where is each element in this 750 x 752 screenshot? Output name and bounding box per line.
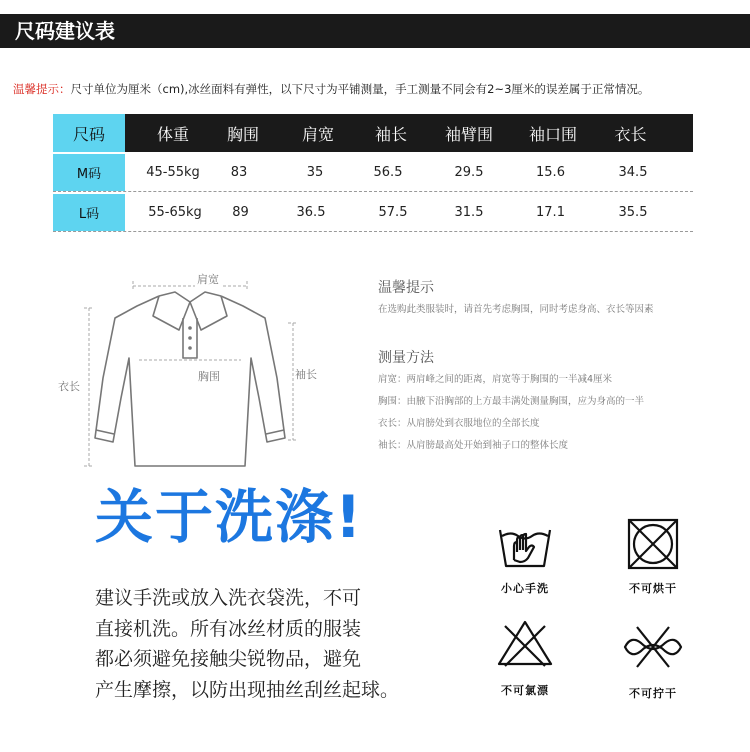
no-wring-icon [621, 623, 685, 671]
table-cell: 56.5 [373, 165, 403, 180]
table-cell: 45-55kg [146, 165, 200, 180]
header-cell: 体重 [156, 124, 189, 144]
sleeve-label: 袖长 [295, 368, 317, 381]
method-item: 胸围：由腋下沿胸部的上方最丰满处测量胸围，应为身高的一半 [378, 396, 645, 407]
table-cell: 31.5 [454, 205, 484, 220]
header-cell: 袖臂围 [444, 124, 493, 144]
no-bleach-icon [495, 618, 555, 668]
method-heading: 测量方法 [378, 350, 434, 366]
length-label: 衣长 [58, 380, 80, 393]
table-cell: 34.5 [618, 165, 648, 180]
page-title: 尺码建议表 [15, 19, 115, 43]
table-cell: 83 [230, 165, 248, 180]
care-label: 不可氯漂 [501, 684, 549, 697]
table-cell: 57.5 [378, 205, 408, 220]
size-table-header [53, 114, 693, 152]
table-row [53, 154, 693, 192]
tips-text: 在选购此类服装时，请首先考虑胸围，同时考虑身高、衣长等因素 [378, 304, 654, 315]
method-item: 袖长：从肩膀最高处开始到袖子口的整体长度 [378, 440, 569, 451]
wash-line: 产生摩擦，以防出现抽丝刮丝起球。 [95, 678, 400, 701]
shoulder-label: 肩宽 [197, 273, 219, 286]
size-table [53, 114, 693, 232]
no-tumble-dry-icon [625, 516, 681, 572]
size-cell: M码 [53, 154, 125, 191]
table-cell: 35 [306, 165, 324, 180]
care-label: 小心手洗 [501, 582, 549, 595]
chest-label: 胸围 [198, 370, 220, 383]
header-cell: 尺码 [53, 114, 125, 152]
table-cell: 55-65kg [148, 205, 202, 220]
title-bar [0, 14, 750, 48]
header-cell: 肩宽 [301, 124, 334, 144]
tips-panel [378, 279, 750, 453]
table-cell: 29.5 [454, 165, 484, 180]
care-label: 不可拧干 [629, 687, 677, 700]
table-cell: 89 [232, 205, 249, 220]
hand-wash-icon [496, 520, 554, 572]
wash-text [95, 583, 435, 705]
table-cell: 35.5 [618, 205, 648, 220]
care-hand-wash [485, 520, 565, 596]
header-cell: 袖口围 [528, 124, 577, 144]
care-no-bleach [485, 618, 565, 698]
notice [13, 81, 750, 97]
wash-line: 建议手洗或放入洗衣袋洗，不可 [95, 587, 362, 609]
care-no-wring [613, 623, 693, 701]
size-cell: L码 [53, 194, 125, 231]
wash-line: 直接机洗。所有冰丝材质的服装 [95, 617, 362, 640]
tips-heading: 温馨提示 [378, 280, 434, 296]
notice-text: 尺寸单位为厘米（cm),冰丝面料有弹性，以下尺寸为平铺测量，手工测量不同会有2~3厘米的误差属于正常情况。 [70, 82, 650, 96]
method-item: 衣长：从肩膀处到衣服地位的全部长度 [378, 418, 540, 429]
garment-diagram [55, 268, 355, 473]
care-no-tumble-dry [613, 516, 693, 596]
wash-line: 都必须避免接触尖锐物品，避免 [95, 648, 362, 670]
table-cell: 36.5 [296, 205, 326, 220]
table-cell: 15.6 [536, 165, 565, 180]
notice-label: 温馨提示： [13, 82, 71, 96]
header-cell: 袖长 [374, 124, 407, 144]
table-row [53, 194, 693, 232]
method-item: 肩宽：两肩峰之间的距离，肩宽等于胸围的一半减4厘米 [378, 374, 613, 385]
table-cell: 17.1 [536, 205, 565, 220]
wash-title: 关于洗涤! [95, 483, 364, 551]
header-cell: 衣长 [614, 124, 647, 144]
header-cell: 胸围 [226, 124, 259, 144]
care-label: 不可烘干 [629, 582, 677, 595]
